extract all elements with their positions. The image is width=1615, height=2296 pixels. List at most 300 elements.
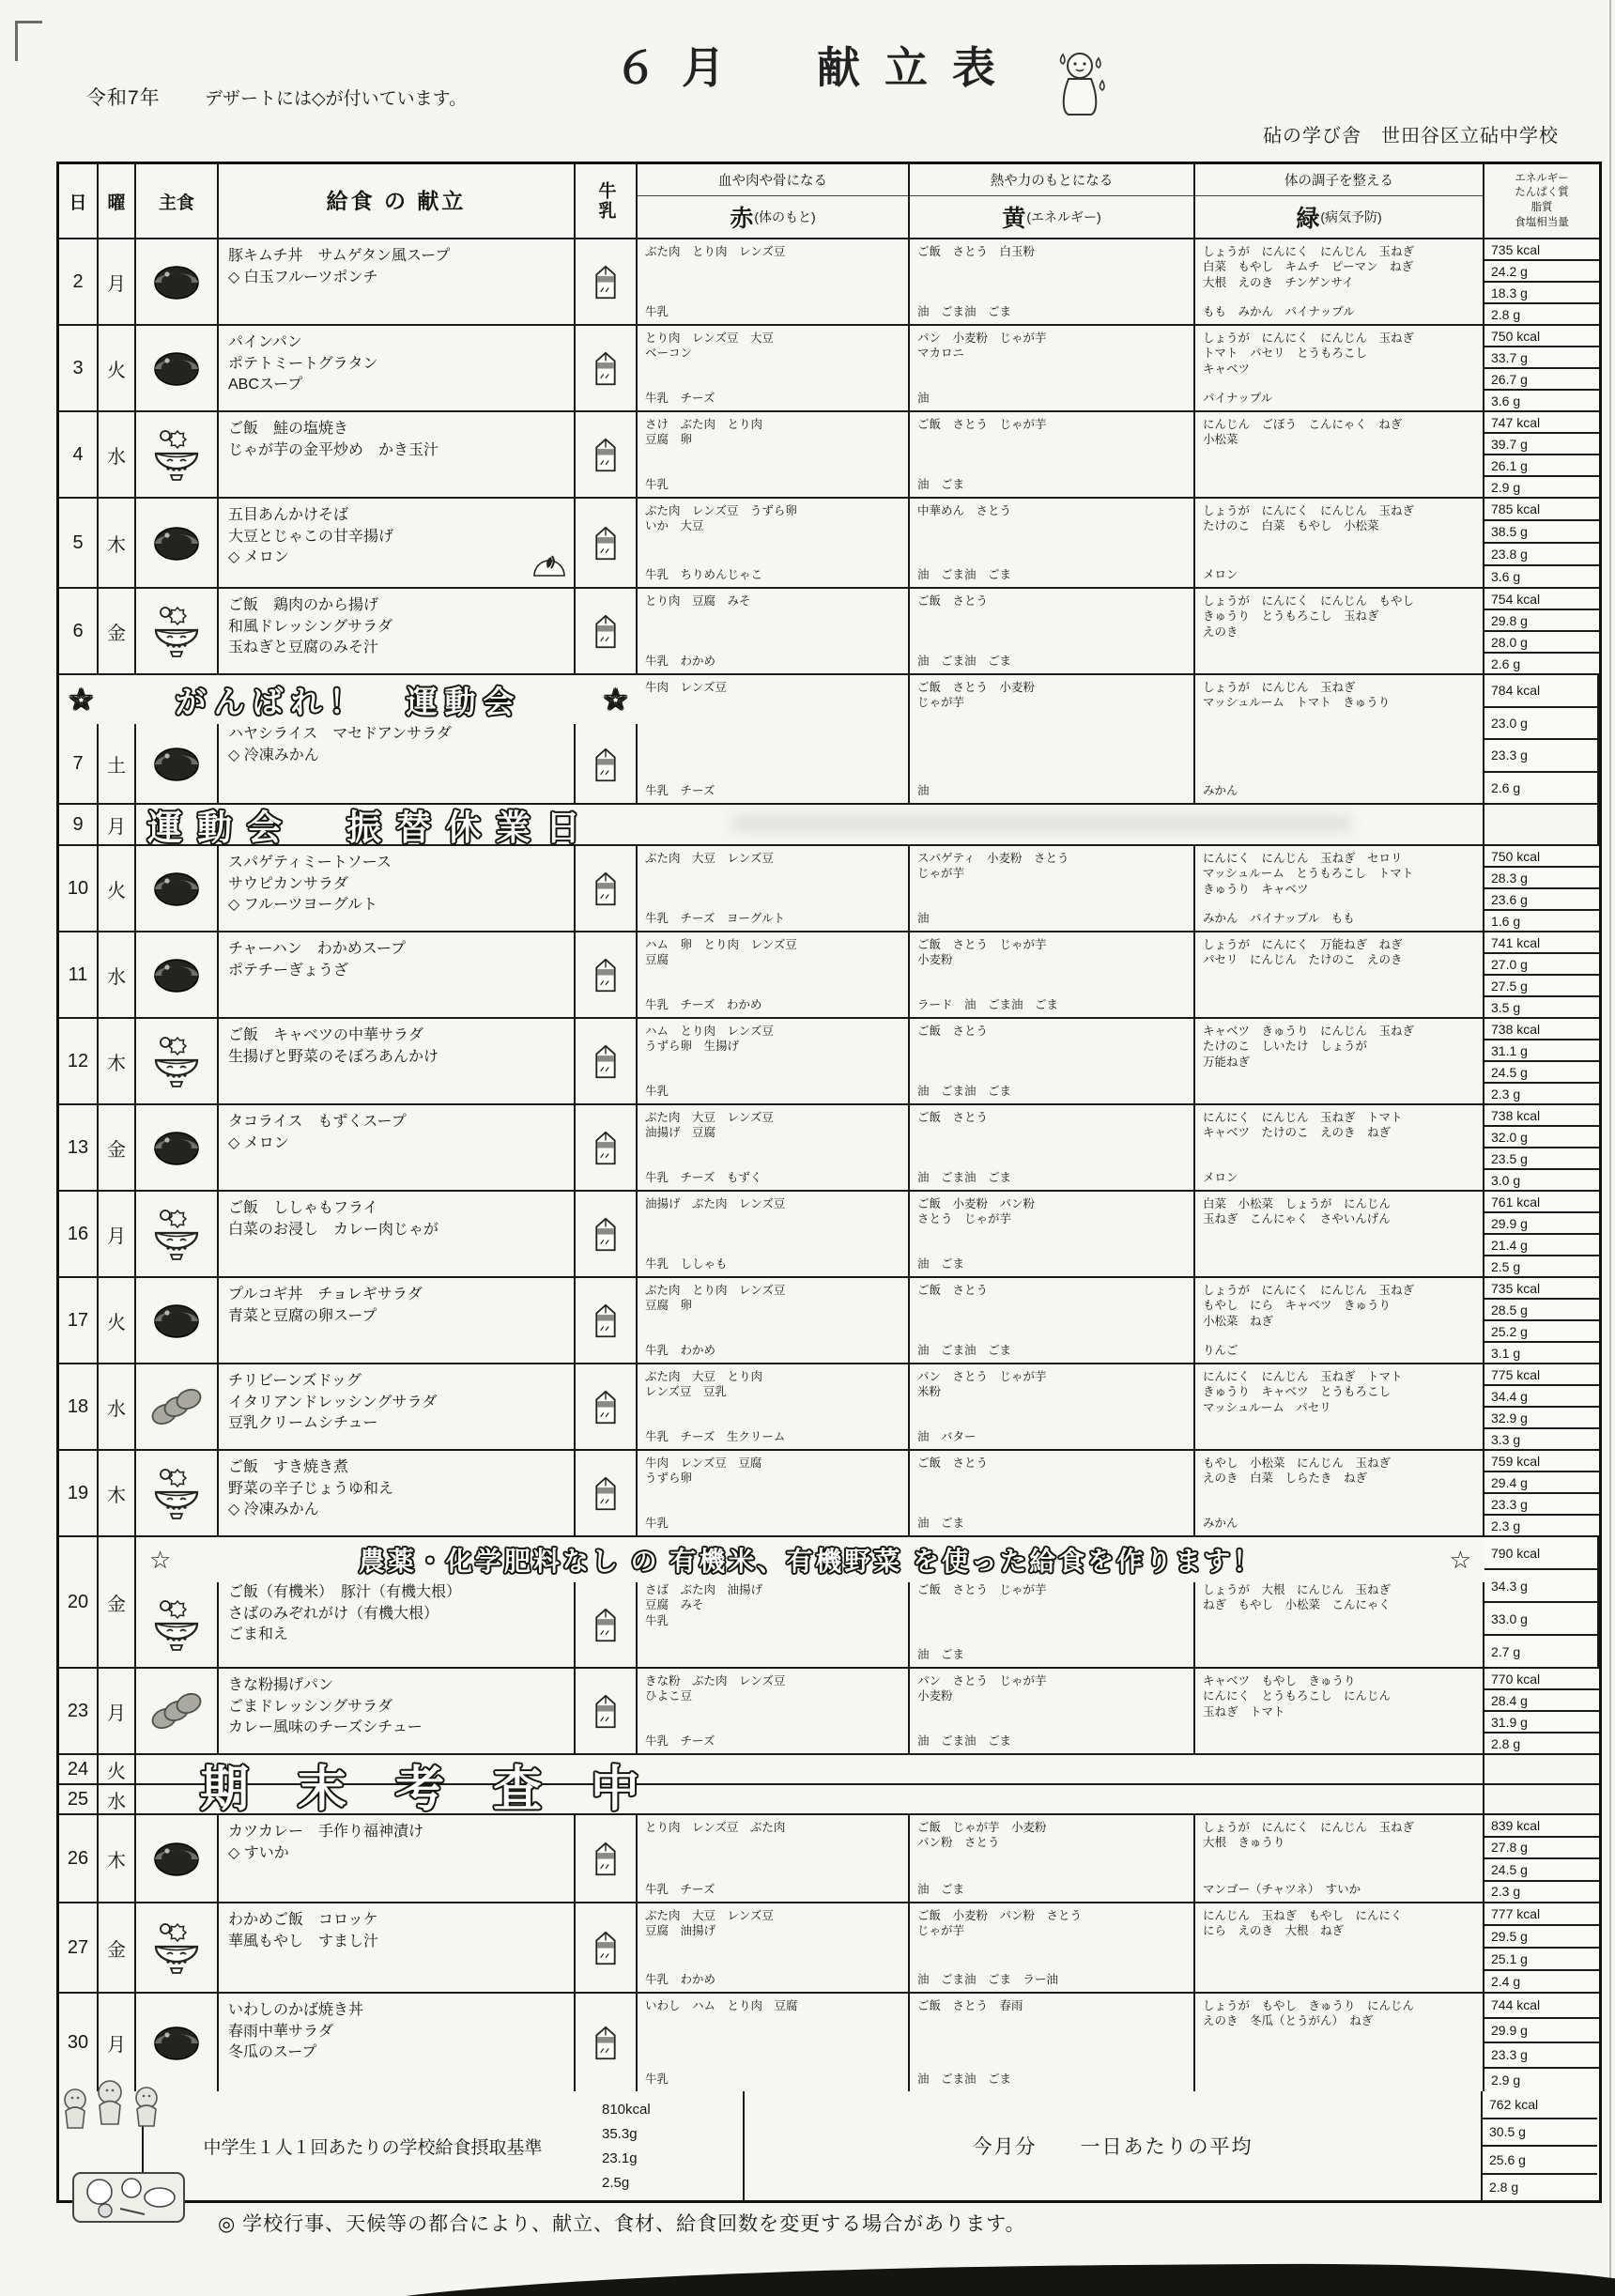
yellow-ingredients-cell-sub: 油 ごま油 ごま xyxy=(917,1084,1012,1098)
monthly-value: 25.6 g xyxy=(1483,2147,1597,2175)
nutrition-cell xyxy=(1484,1815,1599,1902)
weekday-cell: 水 xyxy=(99,1364,136,1449)
nutrition-value: 29.5 g xyxy=(1484,1926,1599,1949)
yellow-ingredients-cell-sub: 油 ごま xyxy=(917,1256,965,1271)
red-ingredients-cell-main: ハム 卵 とり肉 レンズ豆 豆腐 xyxy=(645,938,797,967)
staple-icon-cell xyxy=(136,499,219,587)
milk-carton-icon xyxy=(592,525,619,561)
red-ingredients-cell-sub: 牛乳 わかめ xyxy=(645,1343,716,1357)
nutrition-cell xyxy=(1484,1537,1599,1667)
red-ingredients-cell xyxy=(638,589,910,673)
red-group-label: 赤 xyxy=(730,206,754,232)
green-ingredients-cell-main: しょうが 大根 にんじん 玉ねぎ ねぎ もやし 小松菜 こんにゃく xyxy=(1203,1583,1392,1612)
nutrition-value: 2.9 g xyxy=(1484,477,1599,497)
weekday-cell: 木 xyxy=(99,1451,136,1535)
green-ingredients-cell-main: にんじん ごぼう こんにゃく ねぎ 小松菜 xyxy=(1203,418,1403,447)
yellow-ingredients-cell-main: ご飯 さとう xyxy=(917,1111,989,1124)
green-ingredients-cell xyxy=(1195,1451,1484,1535)
nutrition-value: 777 kcal xyxy=(1484,1903,1599,1926)
nutrition-cell xyxy=(1484,932,1599,1017)
red-ingredients-cell-main: いわし ハム とり肉 豆腐 xyxy=(645,1999,798,2012)
milk-carton-icon xyxy=(592,264,619,300)
green-ingredients-cell xyxy=(1195,1994,1484,2091)
nutrition-value: 2.9 g xyxy=(1484,2069,1599,2092)
yellow-ingredients-cell-sub: 油 ごま油 ごま xyxy=(917,654,1012,668)
yellow-group-sublabel: (エネルギー) xyxy=(1026,209,1101,224)
green-ingredients-cell xyxy=(1195,675,1484,803)
col-header-yellow xyxy=(910,164,1195,238)
green-ingredients-cell xyxy=(1195,1192,1484,1276)
weekday-cell: 金 xyxy=(99,1903,136,1992)
scan-edge-artifact xyxy=(1609,0,1611,2296)
menu-cell: 豚キムチ丼 サムゲタン風スープ ◇ 白玉フルーツポンチ xyxy=(219,239,576,324)
yellow-ingredients-cell-main: ご飯 さとう xyxy=(917,1025,989,1038)
red-ingredients-cell-main: ハム とり肉 レンズ豆 うずら卵 生揚げ xyxy=(645,1025,774,1054)
weekday-cell: 土 xyxy=(99,675,136,803)
nutrition-value: 738 kcal xyxy=(1484,1105,1599,1127)
nutrition-value: 2.3 g xyxy=(1484,1084,1599,1103)
nutrition-value: 790 kcal xyxy=(1484,1537,1597,1570)
weekday-cell: 木 xyxy=(99,1815,136,1902)
day-cell: 18 xyxy=(59,1364,99,1449)
nutrition-value: 25.2 g xyxy=(1484,1321,1599,1343)
green-ingredients-cell-main: キャベツ きゅうり にんじん 玉ねぎ たけのこ しいたけ しょうが 万能ねぎ xyxy=(1203,1025,1415,1069)
col-header-nutrition xyxy=(1484,164,1599,238)
day-cell: 7 xyxy=(59,675,99,803)
milk-cell xyxy=(576,1669,638,1753)
menu-cell: わかめご飯 コロッケ 華風もやし すまし汁 xyxy=(219,1903,576,1992)
green-ingredients-cell-sub: もも みかん パイナップル xyxy=(1203,304,1355,318)
scan-bottom-artifact xyxy=(310,2261,1615,2296)
milk-carton-icon xyxy=(592,1930,619,1965)
standard-value: 810kcal xyxy=(602,2101,651,2118)
green-ingredients-cell-main: しょうが にんにく にんじん 玉ねぎ たけのこ 白菜 もやし 小松菜 xyxy=(1203,504,1415,533)
staple-icon-cell xyxy=(136,1019,219,1103)
setagayasodachi-mascot-icon xyxy=(531,547,568,578)
red-ingredients-cell-main: ぶた肉 大豆 とり肉 レンズ豆 豆乳 xyxy=(645,1370,763,1399)
nutrition-value: 3.1 g xyxy=(1484,1343,1599,1363)
rice-bowl-icon xyxy=(149,1466,204,1520)
holiday-row xyxy=(59,805,1599,846)
staple-icon-cell xyxy=(136,326,219,410)
nutrition-cell xyxy=(1484,1278,1599,1363)
menu-row xyxy=(59,846,1599,932)
red-ingredients-cell-main: ぶた肉 とり肉 レンズ豆 豆腐 卵 xyxy=(645,1284,786,1313)
nutrition-value: 39.7 g xyxy=(1484,434,1599,455)
scan-corner-artifact xyxy=(15,21,42,61)
yellow-ingredients-cell xyxy=(910,1364,1195,1449)
yellow-ingredients-cell-sub: 油 ごま油 ごま xyxy=(917,304,1012,318)
monthly-value: 2.8 g xyxy=(1483,2175,1597,2201)
green-ingredients-cell xyxy=(1195,1019,1484,1103)
nutrition-value: 754 kcal xyxy=(1484,589,1599,610)
yellow-ingredients-cell xyxy=(910,1105,1195,1190)
green-ingredients-cell-sub: みかん xyxy=(1203,1516,1238,1530)
red-ingredients-cell xyxy=(638,499,910,587)
nutrition-value: 24.5 g xyxy=(1484,1062,1599,1084)
dessert-note: デザートには◇が付いています。 xyxy=(205,89,468,109)
dark-bowl-icon xyxy=(149,1835,204,1882)
yellow-ingredients-cell-main: ご飯 じゃが芋 小麦粉 パン粉 さとう xyxy=(917,1821,1047,1850)
yellow-ingredients-cell xyxy=(910,589,1195,673)
nutrition-value: 770 kcal xyxy=(1484,1669,1599,1690)
yellow-ingredients-cell-sub: 油 ごま油 ごま ラー油 xyxy=(917,1972,1059,1986)
nutrition-value: 738 kcal xyxy=(1484,1019,1599,1040)
green-ingredients-cell xyxy=(1195,846,1484,931)
weekday-cell: 火 xyxy=(99,1278,136,1363)
weekday-cell: 月 xyxy=(99,1192,136,1276)
nutrition-value: 2.3 g xyxy=(1484,1882,1599,1903)
standard-value: 23.1g xyxy=(602,2150,638,2166)
dark-bowl-icon xyxy=(149,258,204,305)
day-cell: 24 xyxy=(59,1755,99,1783)
dark-bowl-icon xyxy=(149,865,204,912)
standard-intake-values xyxy=(602,2091,743,2200)
nutrition-value: 839 kcal xyxy=(1484,1815,1599,1838)
nutrition-cell xyxy=(1484,1192,1599,1276)
day-cell: 27 xyxy=(59,1903,99,1992)
red-ingredients-cell-main: 牛肉 レンズ豆 豆腐 うずら卵 xyxy=(645,1456,762,1486)
nutrition-value: 26.7 g xyxy=(1484,369,1599,391)
green-ingredients-cell-sub: マンゴー（チャツネ） すいか xyxy=(1203,1882,1361,1896)
staple-icon-cell xyxy=(136,239,219,324)
green-ingredients-cell xyxy=(1195,1903,1484,1992)
yellow-group-label: 黄 xyxy=(1002,206,1026,232)
col-header-staple: 主食 xyxy=(136,164,219,238)
yellow-ingredients-cell-sub: 油 ごま油 ごま xyxy=(917,2072,1012,2086)
exam-banner: 期末考査中 xyxy=(200,1762,689,1817)
red-ingredients-cell xyxy=(638,1669,910,1753)
nutrition-value: 741 kcal xyxy=(1484,932,1599,954)
green-ingredients-cell-sub: メロン xyxy=(1203,1170,1238,1184)
yellow-ingredients-cell xyxy=(910,1019,1195,1103)
staple-icon-cell xyxy=(136,932,219,1017)
menu-cell: タコライス もずくスープ ◇ メロン xyxy=(219,1105,576,1190)
red-ingredients-cell-main: 牛肉 レンズ豆 xyxy=(645,681,727,694)
day-cell: 9 xyxy=(59,805,99,844)
nutrition-cell xyxy=(1484,675,1599,803)
exam-period-rows xyxy=(59,1755,1599,1815)
yellow-ingredients-cell-main: ご飯 さとう 白玉粉 xyxy=(917,245,1036,258)
nutrition-value: 750 kcal xyxy=(1484,846,1599,868)
red-ingredients-cell-sub: 牛乳 わかめ xyxy=(645,1972,716,1986)
yellow-ingredients-cell-main: ご飯 さとう xyxy=(917,1284,989,1297)
yellow-ingredients-cell xyxy=(910,932,1195,1017)
green-ingredients-cell-sub: みかん xyxy=(1203,783,1238,797)
yellow-ingredients-cell xyxy=(910,1278,1195,1363)
red-ingredients-cell-sub: 牛乳 チーズ わかめ xyxy=(645,997,762,1011)
menu-cell: チリビーンズドッグ イタリアンドレッシングサラダ 豆乳クリームシチュー xyxy=(219,1364,576,1449)
day-cell: 10 xyxy=(59,846,99,931)
menu-cell: ご飯 すき焼き煮 野菜の辛子じょうゆ和え ◇ 冷凍みかん xyxy=(219,1451,576,1535)
staple-icon-cell xyxy=(136,1364,219,1449)
nutrition-value: 23.6 g xyxy=(1484,889,1599,911)
green-ingredients-cell xyxy=(1195,1815,1484,1902)
yellow-ingredients-cell-main: スパゲティ 小麦粉 さとう じゃが芋 xyxy=(917,852,1069,881)
yellow-ingredients-cell-main: ご飯 さとう 春雨 xyxy=(917,1999,1023,2012)
nutrition-cell xyxy=(1484,1755,1599,1783)
bread-icon xyxy=(149,1385,204,1428)
standard-value: 2.5g xyxy=(602,2174,630,2191)
yellow-ingredients-cell-sub: 油 xyxy=(917,783,930,797)
menu-row xyxy=(59,1451,1599,1537)
yellow-ingredients-cell-main: ご飯 さとう 小麦粉 じゃが芋 xyxy=(917,681,1036,710)
yellow-ingredients-cell-main: ご飯 さとう じゃが芋 xyxy=(917,1583,1047,1596)
yellow-ingredients-cell-main: ご飯 小麦粉 パン粉 さとう じゃが芋 xyxy=(917,1197,1036,1226)
menu-row xyxy=(59,1815,1599,1903)
nutrition-value: 27.5 g xyxy=(1484,976,1599,997)
green-ingredients-cell xyxy=(1195,412,1484,497)
nutrition-value: 25.1 g xyxy=(1484,1949,1599,1971)
yellow-ingredients-cell-sub: 油 ごま xyxy=(917,1647,965,1661)
nutrition-value: 2.6 g xyxy=(1484,773,1597,804)
milk-carton-icon xyxy=(592,747,619,782)
milk-cell xyxy=(576,499,638,587)
weekday-cell: 木 xyxy=(99,1019,136,1103)
day-cell: 4 xyxy=(59,412,99,497)
yellow-ingredients-cell-sub: 油 ごま油 ごま xyxy=(917,567,1012,581)
red-ingredients-cell xyxy=(638,1278,910,1363)
red-ingredients-cell-sub: 牛乳 xyxy=(645,304,669,318)
green-ingredients-cell-main: しょうが にんにく 万能ねぎ ねぎ パセリ にんじん たけのこ えのき xyxy=(1203,938,1403,967)
yellow-ingredients-cell-sub: 油 ごま xyxy=(917,477,965,491)
staple-icon-cell xyxy=(136,1278,219,1363)
milk-cell xyxy=(576,1451,638,1535)
red-ingredients-cell-sub: 牛乳 チーズ xyxy=(645,783,715,797)
green-ingredients-cell-main: しょうが もやし きゅうり にんじん えのき 冬瓜（とうがん） ねぎ xyxy=(1203,1999,1415,2028)
menu-cell: ご飯 鮭の塩焼き じゃが芋の金平炒め かき玉汁 xyxy=(219,412,576,497)
nutrition-value: 3.5 g xyxy=(1484,997,1599,1017)
red-group-description: 血や肉や骨になる xyxy=(638,164,908,196)
nutrition-value: 2.6 g xyxy=(1484,654,1599,673)
milk-carton-icon xyxy=(592,350,619,386)
red-ingredients-cell-main: とり肉 レンズ豆 ぶた肉 xyxy=(645,1821,786,1834)
red-ingredients-cell-main: ぶた肉 とり肉 レンズ豆 xyxy=(645,245,786,258)
menu-row xyxy=(59,499,1599,589)
menu-row xyxy=(59,239,1599,326)
yellow-ingredients-cell-sub: 油 xyxy=(917,391,930,405)
staple-icon-cell xyxy=(136,1451,219,1535)
menu-cell: いわしのかば焼き丼 春雨中華サラダ 冬瓜のスープ xyxy=(219,1994,576,2091)
red-ingredients-cell-sub: 牛乳 ししゃも xyxy=(645,1256,728,1271)
nutrition-value: 24.5 g xyxy=(1484,1859,1599,1882)
yellow-ingredients-cell xyxy=(910,846,1195,931)
red-ingredients-cell xyxy=(638,412,910,497)
col-header-milk: 牛乳 xyxy=(576,164,638,238)
green-ingredients-cell-main: にんじん 玉ねぎ もやし にんにく にら えのき 大根 ねぎ xyxy=(1203,1909,1403,1938)
yellow-ingredients-cell xyxy=(910,1903,1195,1992)
nutrition-value: 23.3 g xyxy=(1484,740,1597,773)
staple-icon-cell xyxy=(136,589,219,673)
day-cell: 13 xyxy=(59,1105,99,1190)
milk-cell xyxy=(576,1105,638,1190)
rice-bowl-icon xyxy=(149,604,204,658)
green-ingredients-cell xyxy=(1195,499,1484,587)
col-header-green xyxy=(1195,164,1484,238)
weekday-cell: 火 xyxy=(99,326,136,410)
nutrition-value: 34.4 g xyxy=(1484,1386,1599,1408)
milk-cell xyxy=(576,326,638,410)
menu-row xyxy=(59,1192,1599,1278)
red-ingredients-cell xyxy=(638,932,910,1017)
red-ingredients-cell-sub: 牛乳 xyxy=(645,2072,669,2086)
yellow-ingredients-cell-sub: 油 ごま xyxy=(917,1882,965,1896)
yellow-ingredients-cell-sub: 油 xyxy=(917,911,930,925)
yellow-ingredients-cell xyxy=(910,499,1195,587)
green-ingredients-cell-main: しょうが にんにく にんじん 玉ねぎ 白菜 もやし キムチ ピーマン ねぎ 大根 えのき チンゲンサイ xyxy=(1203,245,1415,289)
green-ingredients-cell-main: にんにく にんじん 玉ねぎ トマト キャベツ たけのこ えのき ねぎ xyxy=(1203,1111,1403,1140)
green-ingredients-cell-main: もやし 小松菜 にんじん 玉ねぎ えのき 白菜 しらたき ねぎ xyxy=(1203,1456,1392,1486)
menu-cell: ご飯 ししゃもフライ 白菜のお浸し カレー肉じゃが xyxy=(219,1192,576,1276)
yellow-ingredients-cell xyxy=(910,1192,1195,1276)
day-cell: 17 xyxy=(59,1278,99,1363)
dark-bowl-icon xyxy=(149,345,204,392)
day-cell: 12 xyxy=(59,1019,99,1103)
monthly-value: 30.5 g xyxy=(1483,2119,1597,2148)
nutrition-value: 785 kcal xyxy=(1484,499,1599,521)
nutrition-value: 750 kcal xyxy=(1484,326,1599,347)
milk-cell xyxy=(576,1815,638,1902)
nutrition-value: 775 kcal xyxy=(1484,1364,1599,1386)
nutrition-cell xyxy=(1484,1105,1599,1190)
star-icon: ☆ xyxy=(1449,1546,1471,1574)
staple-icon-cell xyxy=(136,1903,219,1992)
nutrition-value: 3.6 g xyxy=(1484,566,1599,587)
day-cell: 20 xyxy=(59,1537,99,1667)
milk-cell xyxy=(576,1278,638,1363)
red-ingredients-cell xyxy=(638,1019,910,1103)
red-ingredients-cell-main: ぶた肉 レンズ豆 うずら卵 いか 大豆 xyxy=(645,504,797,533)
red-ingredients-cell xyxy=(638,1364,910,1449)
red-ingredients-cell-sub: 牛乳 チーズ ヨーグルト xyxy=(645,911,786,925)
menu-row xyxy=(59,932,1599,1019)
yellow-ingredients-cell-sub: 油 ごま油 ごま xyxy=(917,1734,1012,1748)
era-label: 令和7年 xyxy=(86,87,161,109)
yellow-group-description: 熱や力のもとになる xyxy=(910,164,1193,196)
day-cell: 19 xyxy=(59,1451,99,1535)
monthly-value: 762 kcal xyxy=(1483,2091,1597,2119)
yellow-ingredients-cell-main: パン さとう じゃが芋 米粉 xyxy=(917,1370,1047,1399)
milk-carton-icon xyxy=(592,1216,619,1252)
green-group-description: 体の調子を整える xyxy=(1195,164,1483,196)
nutrition-value: 759 kcal xyxy=(1484,1451,1599,1472)
standard-intake-cell xyxy=(144,2091,745,2200)
nutrition-value: 2.8 g xyxy=(1484,304,1599,324)
yellow-ingredients-cell-main: ご飯 さとう じゃが芋 xyxy=(917,418,1047,431)
nutrition-value: 28.3 g xyxy=(1484,868,1599,889)
star-icon: ☆ xyxy=(149,1546,172,1574)
menu-cell: ご飯（有機米） 豚汁（有機大根） さばのみぞれがけ（有機大根） ごま和え xyxy=(219,1537,576,1667)
weekday-cell: 水 xyxy=(99,412,136,497)
green-ingredients-cell-sub: みかん パイナップル もも xyxy=(1203,911,1355,925)
nutrition-value: 28.4 g xyxy=(1484,1690,1599,1712)
yellow-ingredients-cell-sub: ラード 油 ごま油 ごま xyxy=(917,997,1059,1011)
green-ingredients-cell xyxy=(1195,589,1484,673)
yellow-ingredients-cell xyxy=(910,326,1195,410)
red-ingredients-cell-sub: 牛乳 xyxy=(645,1084,669,1098)
nutrition-header-line: 脂質 xyxy=(1530,202,1553,213)
green-ingredients-cell-sub: パイナップル xyxy=(1203,391,1273,405)
nutrition-value: 2.3 g xyxy=(1484,1516,1599,1535)
nutrition-value: 2.4 g xyxy=(1484,1971,1599,1992)
red-group-sublabel: (体のもと) xyxy=(754,209,816,224)
nutrition-value: 2.7 g xyxy=(1484,1636,1597,1667)
yellow-ingredients-cell-sub: 油 バター xyxy=(917,1429,977,1443)
weekday-cell: 月 xyxy=(99,1669,136,1753)
weekday-cell: 月 xyxy=(99,805,136,844)
yellow-ingredients-cell xyxy=(910,1994,1195,2091)
holiday-banner: 運動会 振替休業日 xyxy=(147,809,595,847)
setagayasodachi-mascot-icon xyxy=(531,547,568,585)
green-ingredients-cell xyxy=(1195,1278,1484,1363)
milk-carton-icon xyxy=(592,1607,619,1642)
nutrition-cell xyxy=(1484,239,1599,324)
nutrition-value: 3.3 g xyxy=(1484,1429,1599,1449)
nutrition-value: 29.8 g xyxy=(1484,610,1599,632)
weekday-cell: 金 xyxy=(99,1105,136,1190)
menu-cell: 五目あんかけそば 大豆とじゃこの甘辛揚げ ◇ メロン xyxy=(219,499,576,587)
menu-row xyxy=(59,1994,1599,2091)
day-cell: 26 xyxy=(59,1815,99,1902)
nutrition-value: 735 kcal xyxy=(1484,1278,1599,1300)
yellow-ingredients-cell-sub: 油 ごま油 ごま xyxy=(917,1170,1012,1184)
nutrition-value: 31.9 g xyxy=(1484,1712,1599,1734)
green-ingredients-cell-sub: メロン xyxy=(1203,567,1238,581)
green-ingredients-cell xyxy=(1195,932,1484,1017)
rice-bowl-icon xyxy=(149,1920,204,1975)
nutrition-value: 21.4 g xyxy=(1484,1235,1599,1256)
rice-bowl-icon xyxy=(149,427,204,482)
nutrition-value: 3.6 g xyxy=(1484,391,1599,410)
menu-cell: パインパン ポテトミートグラタン ABCスープ xyxy=(219,326,576,410)
standard-intake-label: 中学生１人１回あたりの学校給食摂取基準 xyxy=(203,2137,543,2158)
green-ingredients-cell-main: キャベツ もやし きゅうり にんにく とうもろこし にんじん 玉ねぎ トマト xyxy=(1203,1674,1392,1718)
red-ingredients-cell-sub: 牛乳 チーズ xyxy=(645,1882,715,1896)
weekday-cell: 月 xyxy=(99,1994,136,2091)
dark-bowl-icon xyxy=(149,1124,204,1171)
weekday-cell: 水 xyxy=(99,1785,136,1813)
nutrition-cell xyxy=(1484,1364,1599,1449)
nutrition-cell xyxy=(1484,589,1599,673)
nutrition-value: 27.0 g xyxy=(1484,954,1599,976)
milk-cell xyxy=(576,1364,638,1449)
menu-row xyxy=(59,675,1599,805)
day-cell: 30 xyxy=(59,1994,99,2091)
milk-carton-icon xyxy=(592,1043,619,1079)
red-ingredients-cell-sub: 牛乳 ちりめんじゃこ xyxy=(645,567,763,581)
yellow-ingredients-cell xyxy=(910,412,1195,497)
weekday-cell: 木 xyxy=(99,499,136,587)
red-ingredients-cell-sub: 牛乳 チーズ xyxy=(645,391,715,405)
yellow-ingredients-cell-main: パン 小麦粉 じゃが芋 マカロニ xyxy=(917,331,1047,361)
milk-cell xyxy=(576,239,638,324)
yellow-ingredients-cell xyxy=(910,239,1195,324)
nutrition-cell xyxy=(1484,499,1599,587)
organic-banner: ☆ 農薬・化学肥料なし の 有機米、有機野菜 を使った給食を作ります！ ☆ xyxy=(136,1537,1484,1582)
teruteru-bozu-icon xyxy=(1050,45,1110,123)
green-group-sublabel: (病気予防) xyxy=(1320,209,1382,224)
page-title: ６月 献立表 xyxy=(614,43,1020,92)
green-ingredients-cell-main: しょうが にんにく にんじん 玉ねぎ トマト パセリ とうもろこし キャベツ xyxy=(1203,331,1415,376)
nutrition-value: 34.3 g xyxy=(1484,1570,1597,1603)
menu-row xyxy=(59,1669,1599,1755)
red-ingredients-cell-sub: 牛乳 xyxy=(645,477,669,491)
menu-cell: チャーハン わかめスープ ポテチーぎょうざ xyxy=(219,932,576,1017)
staple-icon-cell xyxy=(136,846,219,931)
dark-bowl-icon xyxy=(149,740,204,787)
day-cell: 3 xyxy=(59,326,99,410)
nutrition-value: 27.8 g xyxy=(1484,1838,1599,1860)
